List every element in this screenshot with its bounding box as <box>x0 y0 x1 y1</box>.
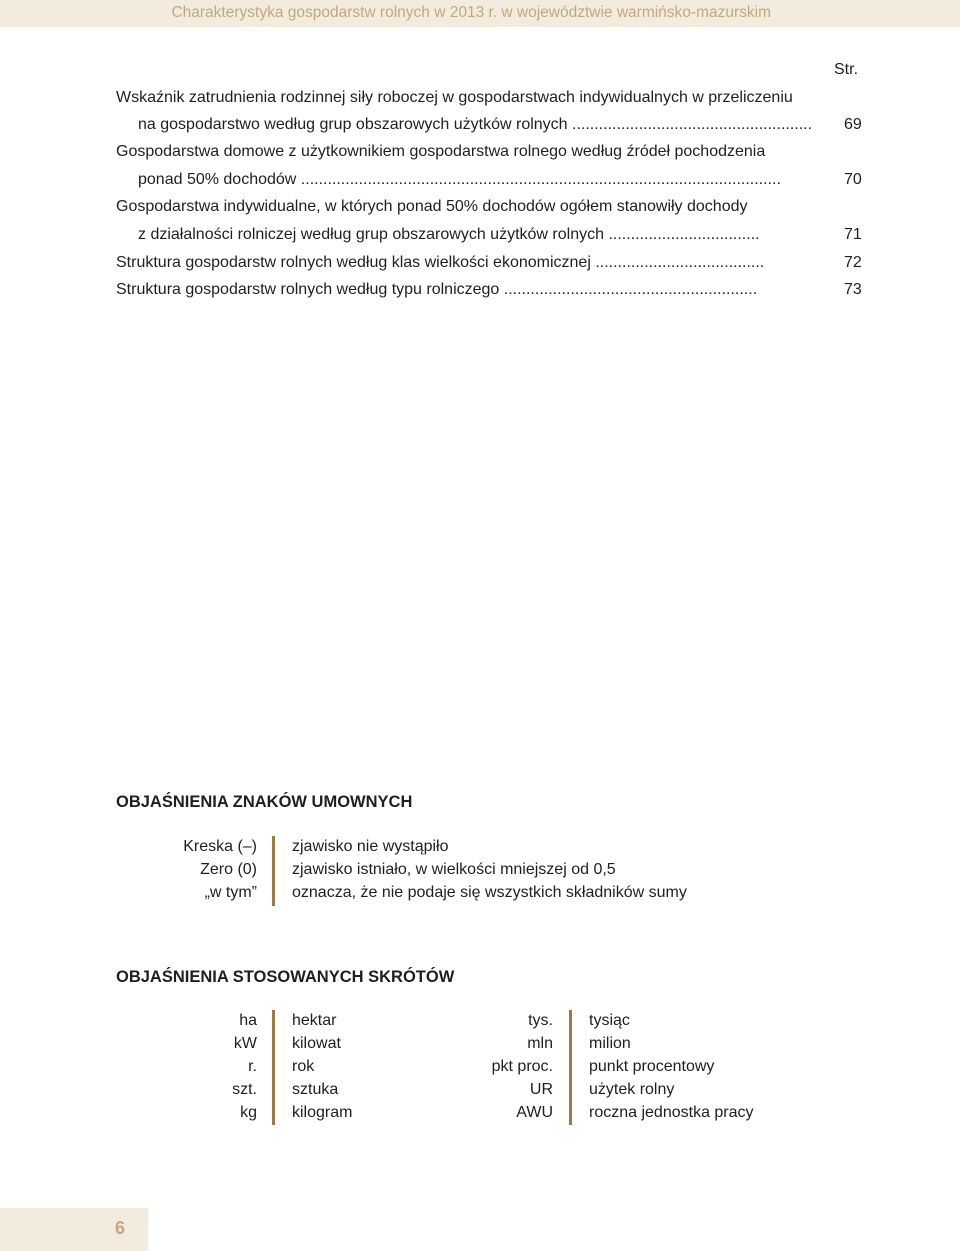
symbol-label: Zero (0) <box>200 861 257 878</box>
abbreviation: AWU <box>516 1104 553 1121</box>
toc-entry-line[interactable]: z działalności rolniczej według grup obszarowych użytków rolnych .................................. <box>138 226 760 243</box>
abbreviations-heading: OBJAŚNIENIA STOSOWANYCH SKRÓTÓW <box>116 968 455 986</box>
toc-entry-line[interactable]: ponad 50% dochodów ............................................................................................................ <box>138 171 781 188</box>
abbreviation-meaning: kilogram <box>292 1104 353 1121</box>
symbol-description: zjawisko nie wystąpiło <box>292 838 449 855</box>
abbreviation: kg <box>240 1104 257 1121</box>
symbol-label: Kreska (–) <box>183 838 257 855</box>
running-header <box>0 0 960 27</box>
abbreviation: pkt proc. <box>491 1058 553 1075</box>
abbreviation: mln <box>527 1035 553 1052</box>
abbreviation-meaning: kilowat <box>292 1035 341 1052</box>
abbreviation-meaning: punkt procentowy <box>589 1058 715 1075</box>
symbols-divider <box>272 836 275 906</box>
page-number: 6 <box>114 1218 125 1238</box>
toc-page-number[interactable]: 70 <box>844 171 862 188</box>
abbreviation: szt. <box>232 1081 257 1098</box>
toc-entry-line[interactable]: Struktura gospodarstw rolnych według klas wielkości ekonomicznej ...................................... <box>116 254 765 271</box>
abbreviation-meaning: tysiąc <box>589 1012 630 1029</box>
abbreviation: UR <box>529 1081 553 1098</box>
abbreviation: kW <box>233 1035 257 1052</box>
abbreviation: tys. <box>528 1012 553 1029</box>
toc-page-number[interactable]: 71 <box>844 226 862 243</box>
symbol-description: zjawisko istniało, w wielkości mniejszej od 0,5 <box>292 861 616 878</box>
abbreviations-divider-right <box>569 1010 572 1125</box>
abbreviation-meaning: milion <box>589 1035 631 1052</box>
abbreviation-meaning: hektar <box>292 1012 337 1029</box>
toc-page-number[interactable]: 73 <box>844 281 862 298</box>
toc-entry-line[interactable]: Struktura gospodarstw rolnych według typu rolniczego ......................................................... <box>116 281 758 298</box>
toc-entry-line[interactable]: Gospodarstwa indywidualne, w których ponad 50% dochodów ogółem stanowiły dochody <box>116 198 748 215</box>
page-column-label: Str. <box>834 61 859 78</box>
toc-entry-line[interactable]: Gospodarstwa domowe z użytkownikiem gospodarstwa rolnego według źródeł pochodzenia <box>116 143 766 160</box>
symbols-heading: OBJAŚNIENIA ZNAKÓW UMOWNYCH <box>116 793 413 811</box>
toc-entry-line[interactable]: na gospodarstwo według grup obszarowych użytków rolnych ...................................................... <box>138 116 813 133</box>
toc-entry-line[interactable]: Wskaźnik zatrudnienia rodzinnej siły roboczej w gospodarstwach indywidualnych w przeliczeniu <box>116 89 793 106</box>
abbreviation-meaning: rok <box>292 1058 315 1075</box>
abbreviation-meaning: użytek rolny <box>589 1081 675 1098</box>
symbol-description: oznacza, że nie podaje się wszystkich składników sumy <box>292 884 687 901</box>
toc-page-number[interactable]: 72 <box>844 254 862 271</box>
abbreviation: ha <box>239 1012 257 1029</box>
abbreviation-meaning: roczna jednostka pracy <box>589 1104 754 1121</box>
symbol-label: „w tym” <box>204 884 257 901</box>
abbreviation-meaning: sztuka <box>292 1081 339 1098</box>
abbreviation: r. <box>248 1058 257 1075</box>
header-title: Charakterystyka gospodarstw rolnych w 2013 r. w województwie warmińsko-mazurskim <box>171 4 771 21</box>
toc-page-number[interactable]: 69 <box>844 116 862 133</box>
abbreviations-divider-left <box>272 1010 275 1125</box>
